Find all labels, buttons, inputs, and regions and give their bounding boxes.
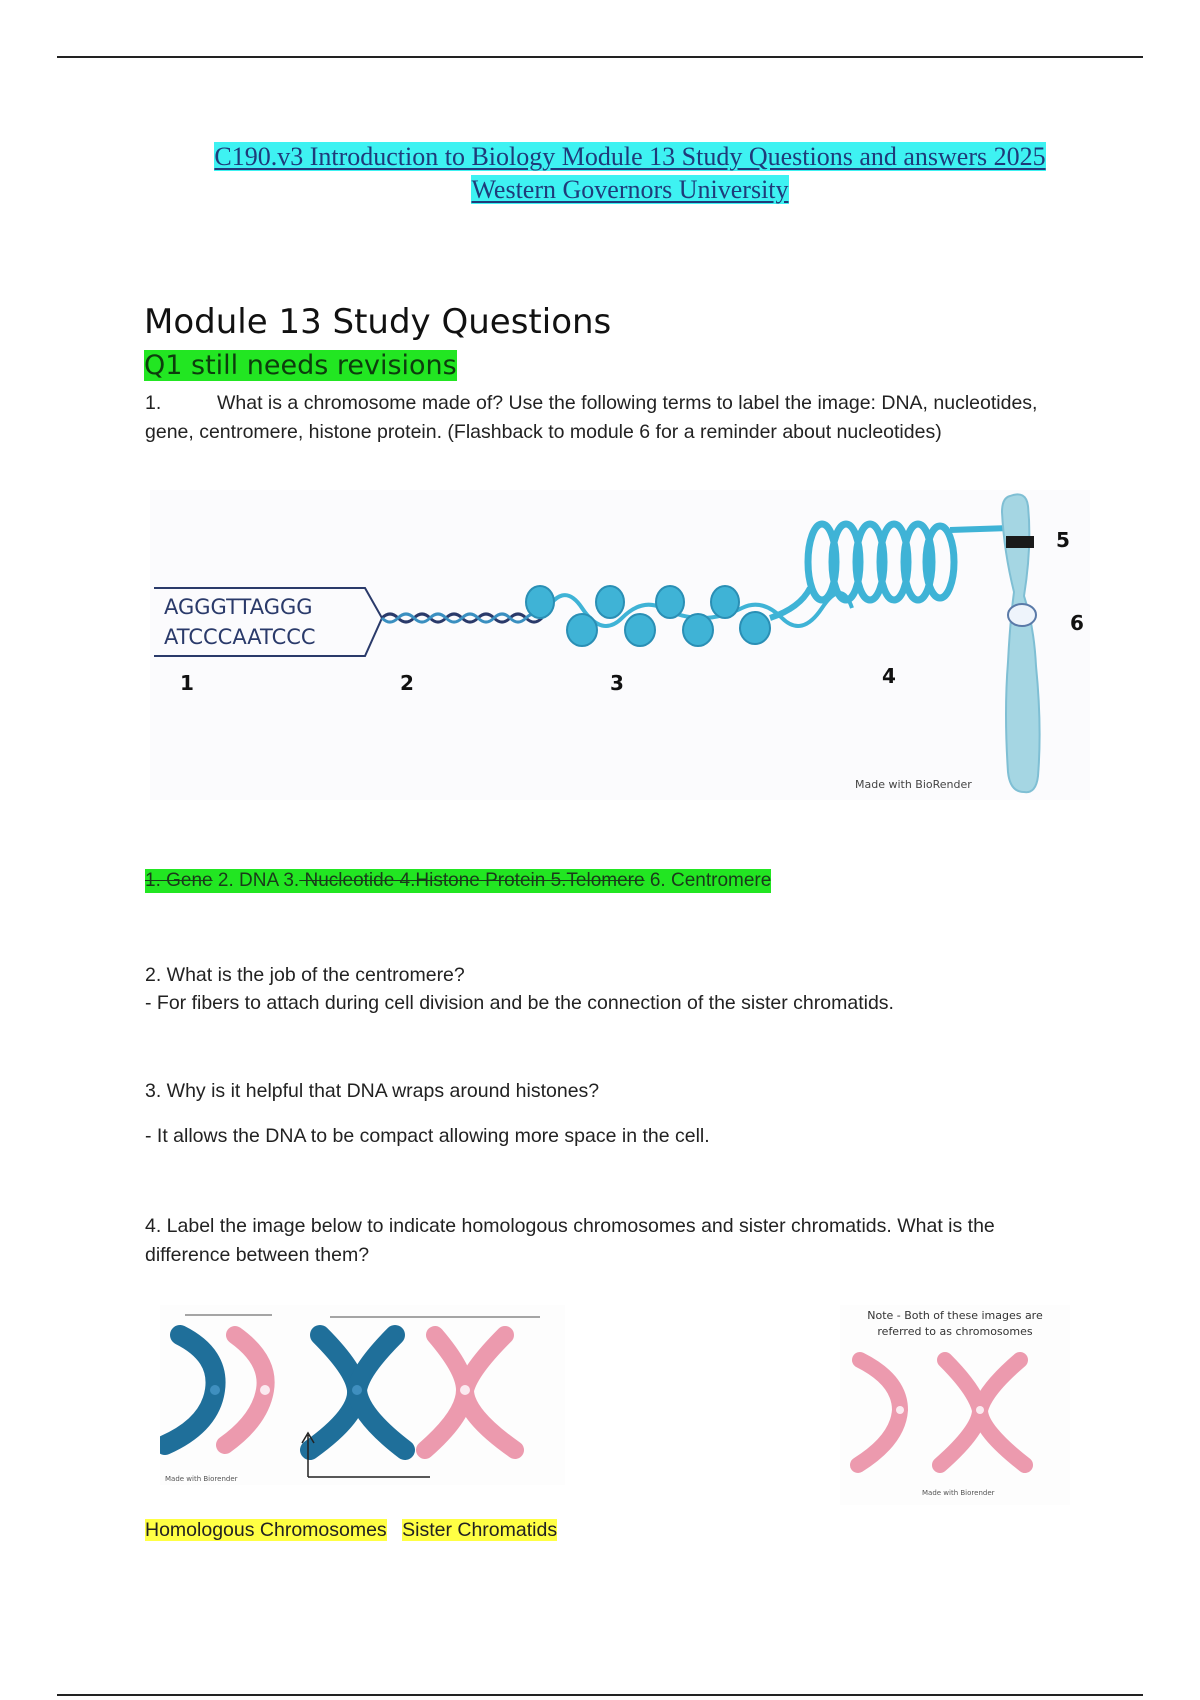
note-pink-centromere <box>896 1406 904 1414</box>
chromatin-coil <box>808 524 954 600</box>
figure-label-5: 5 <box>1056 528 1070 552</box>
answer-1-struck: Nucleotide 4.Histone Protein 5.Telomere <box>299 870 645 891</box>
biorender-credit: Made with BioRender <box>855 778 972 791</box>
nucleosome <box>683 614 713 646</box>
question-4-labels <box>145 1517 567 1543</box>
biorender-credit-right: Made with Biorender <box>922 1489 995 1497</box>
chromosomes-note-figure <box>840 1305 1070 1505</box>
revision-note-text: Q1 still needs revisions <box>144 350 457 381</box>
biorender-credit-left: Made with Biorender <box>165 1475 238 1483</box>
question-3: 3. Why is it helpful that DNA wraps around histones? <box>145 1080 600 1102</box>
label-sister-chromatids: Sister Chromatids <box>402 1519 558 1541</box>
document-title <box>150 140 1110 206</box>
bottom-rule <box>57 1694 1143 1696</box>
page-heading: Module 13 Study Questions <box>144 302 612 342</box>
figure-label-6: 6 <box>1070 611 1084 635</box>
answer-1-dna: 2. DNA 3. <box>212 870 300 891</box>
nucleosome <box>567 614 597 646</box>
question-1 <box>145 389 1045 447</box>
note-line-1: Note - Both of these images are <box>867 1309 1043 1322</box>
nucleosome <box>596 586 624 618</box>
figure-label-4: 4 <box>882 664 896 688</box>
figure-label-1: 1 <box>180 671 194 695</box>
answer-2: - For fibers to attach during cell division and be the connection of the sister chromatids. <box>145 992 894 1014</box>
pink-x-centromere <box>460 1385 470 1395</box>
sequence-top: AGGGTTAGGG <box>164 595 313 619</box>
centromere-marker <box>1008 604 1036 626</box>
figure-label-3: 3 <box>610 671 624 695</box>
blue-x-centromere <box>352 1385 362 1395</box>
nucleosome <box>526 586 554 618</box>
note-line-2: referred to as chromosomes <box>877 1325 1033 1338</box>
figure-label-2: 2 <box>400 671 414 695</box>
coil-to-chromosome <box>950 528 1010 530</box>
answer-1-gene: 1. Gene <box>145 870 213 891</box>
blue-centromere <box>210 1385 220 1395</box>
note-pink-x-centromere <box>976 1406 984 1414</box>
question-1-text: What is a chromosome made of? Use the following terms to label the image: DNA, nucleotides, gene, centromere, histone protein. (Flashback to module 6 for a reminder about nucleotides) <box>145 392 1038 443</box>
question-4: 4. Label the image below to indicate homologous chromosomes and sister chromatids. What is the difference between them? <box>145 1215 995 1266</box>
homologous-chromosomes-figure <box>160 1305 565 1485</box>
nucleosome <box>656 586 684 618</box>
answer-1 <box>145 869 771 893</box>
question-2: 2. What is the job of the centromere? <box>145 964 465 986</box>
answer-3: - It allows the DNA to be compact allowing more space in the cell. <box>145 1125 710 1147</box>
top-rule <box>57 56 1143 58</box>
revision-note <box>144 350 457 382</box>
chromosome-structure-figure <box>150 490 1090 800</box>
telomere-marker <box>1006 536 1034 548</box>
nucleosome <box>740 612 770 644</box>
sequence-bottom: ATCCCAATCCC <box>164 625 316 649</box>
nucleosome <box>711 586 739 618</box>
answer-1-centromere: 6. Centromere <box>644 870 772 891</box>
pink-centromere <box>260 1385 270 1395</box>
title-line-2: Western Governors University <box>471 175 789 204</box>
label-homologous-chromosomes: Homologous Chromosomes <box>145 1519 387 1541</box>
question-1-number: 1. <box>145 392 162 414</box>
nucleosome <box>625 614 655 646</box>
title-line-1: C190.v3 Introduction to Biology Module 13 Study Questions and answers 2025 <box>214 142 1046 171</box>
